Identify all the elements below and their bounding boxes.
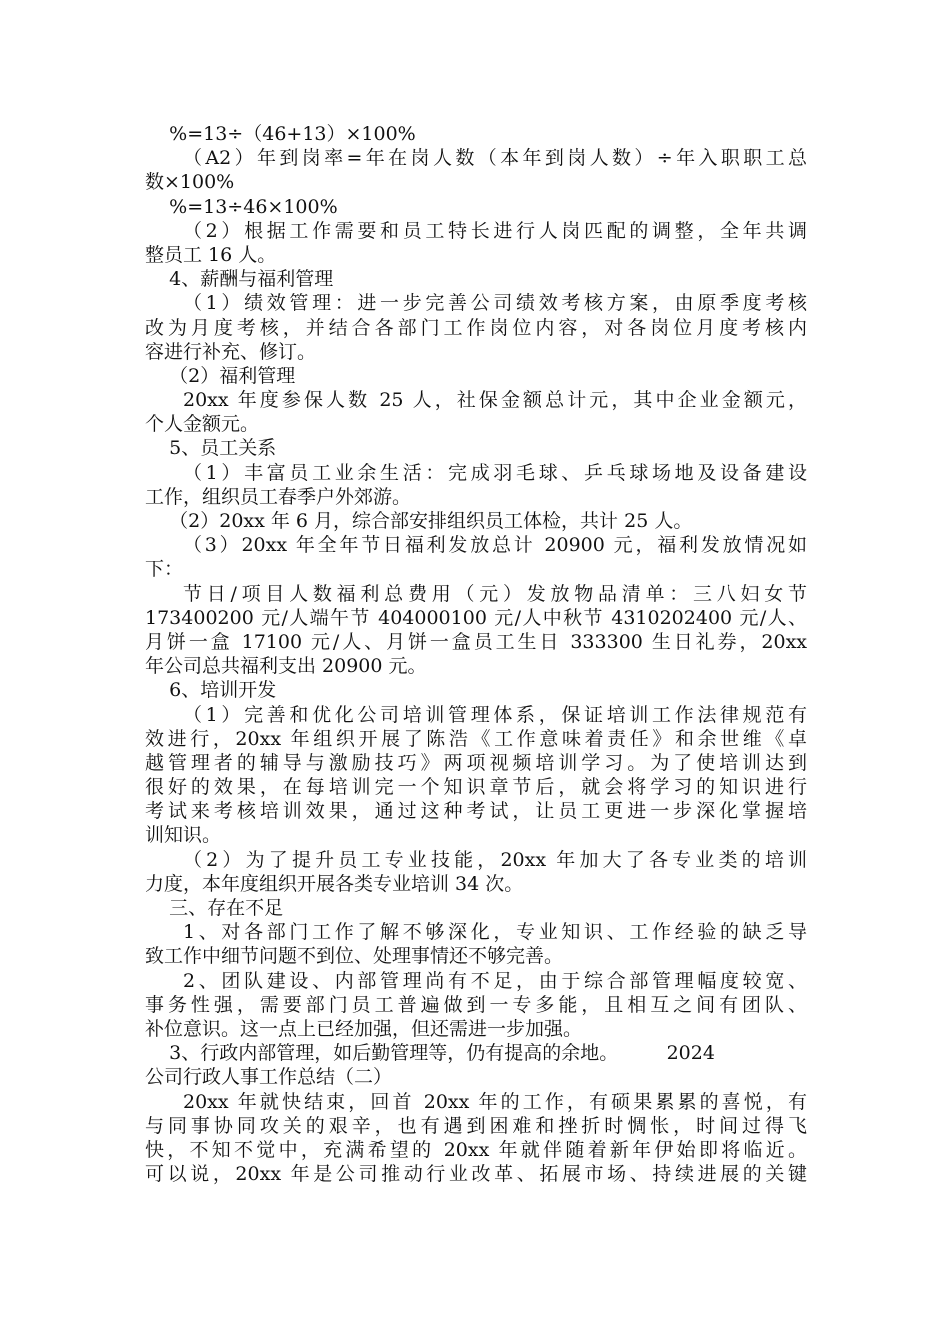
text-line: 补位意识。这一点上已经加强，但还需进一步加强。 <box>145 1017 583 1040</box>
text-line: 工作，组织员工春季户外郊游。 <box>145 485 412 508</box>
text-line: 20xx 年度参保人数 25 人，社保金额总计元，其中企业金额元， <box>183 389 807 412</box>
text-line: 考试来考核培训效果，通过这种考试，让员工更进一步深化掌握培 <box>145 800 807 823</box>
text-line: 三、存在不足 <box>145 897 284 919</box>
text-line: 容进行补充、修订。 <box>145 340 317 363</box>
text-line: 2、团队建设、内部管理尚有不足，由于综合部管理幅度较宽、 <box>183 969 807 992</box>
text-line: %=13÷（46+13）×100% <box>145 123 416 145</box>
text-line: （3）20xx 年全年节日福利发放总计 20900 元，福利发放情况如 <box>183 534 807 557</box>
text-line: 可以说，20xx 年是公司推动行业改革、拓展市场、持续进展的关键 <box>145 1163 807 1186</box>
text-line: 公司行政人事工作总结（二） <box>145 1066 393 1089</box>
text-line: 快，不知不觉中，充满希望的 20xx 年就伴随着新年伊始即将临近。 <box>145 1138 807 1161</box>
text-line: 致工作中细节问题不到位、处理事情还不够完善。 <box>145 945 564 968</box>
text-line: 效进行，20xx 年组织开展了陈浩《工作意味着责任》和余世维《卓 <box>145 727 807 750</box>
text-line: 5、员工关系 <box>145 437 277 460</box>
text-line: （1）绩效管理：进一步完善公司绩效考核方案，由原季度考核 <box>183 292 807 315</box>
text-line: 4、薪酬与福利管理 <box>145 268 334 291</box>
text-line: 20xx 年就快结束，回首 20xx 年的工作，有硕果累累的喜悦，有 <box>183 1090 807 1113</box>
text-line: （A2）年到岗率=年在岗人数（本年到岗人数）÷年入职职工总 <box>183 147 807 170</box>
text-line: （1）完善和优化公司培训管理体系，保证培训工作法律规范有 <box>183 703 807 726</box>
text-line: （1）丰富员工业余生活：完成羽毛球、乒乓球场地及设备建设 <box>183 461 807 484</box>
text-line: 改为月度考核，并结合各部门工作岗位内容，对各岗位月度考核内 <box>145 316 807 339</box>
text-line: 下： <box>145 558 184 581</box>
text-line: 节日/项目人数福利总费用（元）发放物品清单：三八妇女节 <box>183 582 807 605</box>
text-line: 很好的效果，在每培训完一个知识章节后，就会将学习的知识进行 <box>145 776 807 799</box>
text-line: 个人金额元。 <box>145 413 260 436</box>
text-line: 事务性强，需要部门员工普遍做到一专多能，且相互之间有团队、 <box>145 993 807 1016</box>
text-line: 整员工 16 人。 <box>145 243 277 266</box>
text-line: （2）为了提升员工专业技能，20xx 年加大了各专业类的培训 <box>183 848 807 871</box>
text-line: （2）根据工作需要和员工特长进行人岗匹配的调整，全年共调 <box>183 219 807 242</box>
text-line: 3、行政内部管理，如后勤管理等，仍有提高的余地。 2024 <box>145 1042 715 1065</box>
text-line: 数×100% <box>145 171 235 194</box>
text-line: （2）福利管理 <box>145 364 296 387</box>
text-line: 1、对各部门工作了解不够深化，专业知识、工作经验的缺乏导 <box>183 921 807 944</box>
text-line: （2）20xx 年 6 月，综合部安排组织员工体检，共计 25 人。 <box>145 510 693 532</box>
document-page <box>145 122 807 1186</box>
text-line: 月饼一盒 17100 元/人、月饼一盒员工生日 333300 生日礼券，20xx <box>145 630 807 653</box>
text-line: 年公司总共福利支出 20900 元。 <box>145 655 427 678</box>
text-line: 训知识。 <box>145 824 222 847</box>
text-line: 力度，本年度组织开展各类专业培训 34 次。 <box>145 872 524 895</box>
text-line: 173400200 元/人端午节 404000100 元/人中秋节 4310202400 元/人、 <box>145 606 807 629</box>
text-line: 与同事协同攻关的艰辛，也有遇到困难和挫折时惆怅，时间过得飞 <box>145 1114 807 1137</box>
text-line: %=13÷46×100% <box>145 195 338 218</box>
text-line: 越管理者的辅导与激励技巧》两项视频培训学习。为了使培训达到 <box>145 751 807 774</box>
text-line: 6、培训开发 <box>145 679 277 702</box>
